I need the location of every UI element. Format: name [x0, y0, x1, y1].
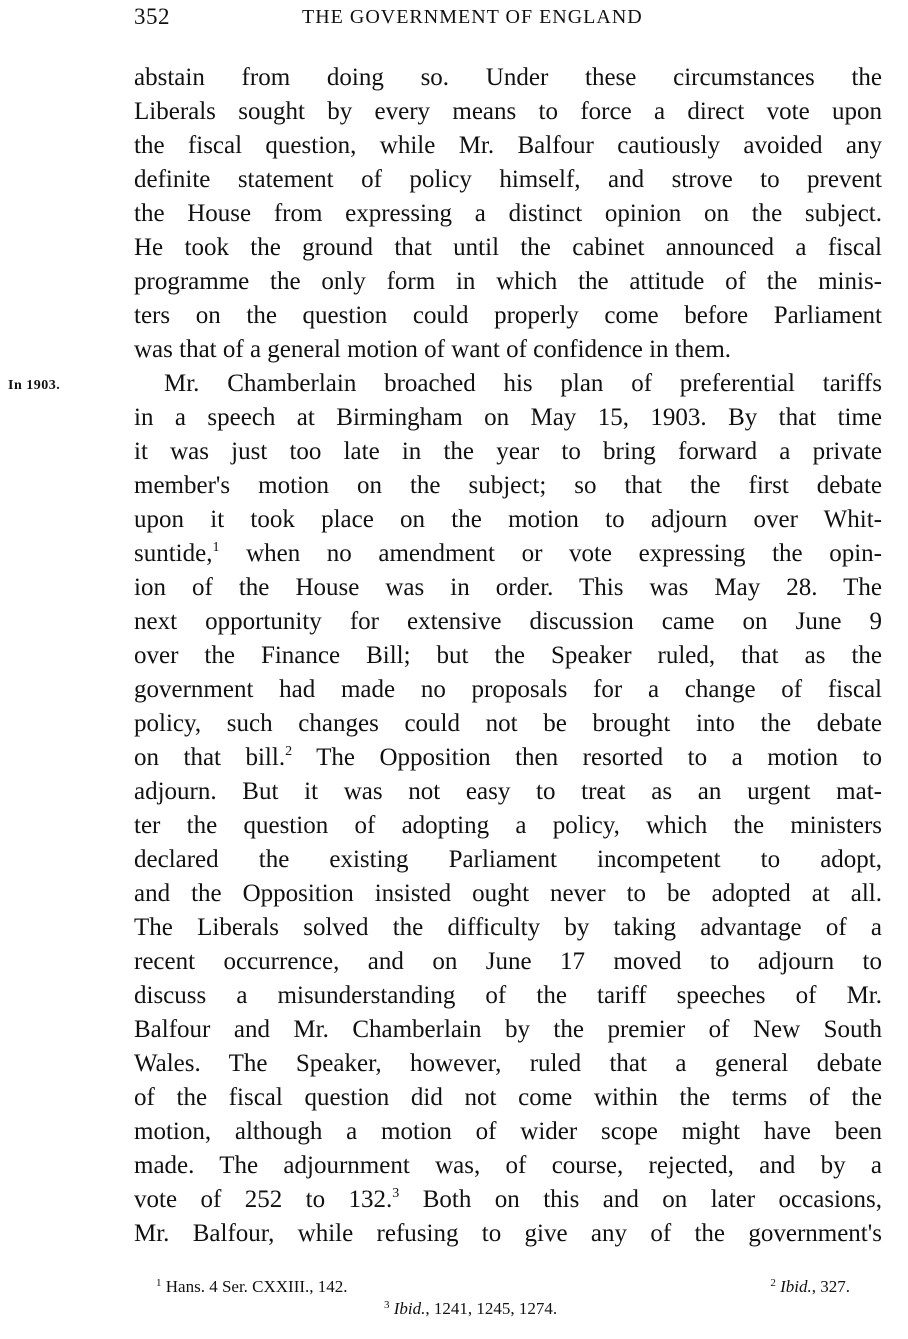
footnote-3-text: , 1241, 1245, 1274.	[425, 1299, 558, 1318]
text-line: recent occurrence, and on June 17 moved to adjourn to	[134, 948, 882, 975]
text-line: the fiscal question, while Mr. Balfour cautiously avoided any	[134, 132, 882, 159]
text-line: member's motion on the subject; so that the first debate	[134, 472, 882, 499]
text-line: Mr. Balfour, while refusing to give any of the government's	[134, 1220, 882, 1247]
text-run: suntide,	[134, 540, 213, 567]
text-run: vote of 252 to 132.	[134, 1186, 393, 1213]
text-line: upon it took place on the motion to adjourn over Whit-	[134, 506, 882, 533]
text-line: Balfour and Mr. Chamberlain by the premier of New South	[134, 1016, 882, 1043]
text-line: of the fiscal question did not come within the terms of the	[134, 1084, 882, 1111]
text-line: abstain from doing so. Under these circumstances the	[134, 64, 882, 91]
text-line	[134, 741, 882, 775]
text-line: ter the question of adopting a policy, which the ministers	[134, 812, 882, 839]
footnote-1-text: Hans. 4 Ser. CXXIII., 142.	[165, 1277, 348, 1296]
text-line: He took the ground that until the cabinet announced a fiscal	[134, 234, 882, 261]
footnote-2	[770, 1276, 850, 1298]
text-line: adjourn. But it was not easy to treat as an urgent mat-	[134, 778, 882, 805]
text-run: The Opposition then resorted to a motion to	[316, 744, 882, 771]
footnote-2-text: , 327.	[811, 1277, 850, 1296]
text-line: Mr. Chamberlain broached his plan of preferential tariffs	[164, 370, 882, 397]
text-run: when no amendment or vote expressing the opin-	[246, 540, 883, 567]
running-title: THE GOVERNMENT OF ENGLAND	[302, 6, 643, 28]
margin-note: In 1903.	[8, 378, 61, 393]
text-line: motion, although a motion of wider scope might have been	[134, 1118, 882, 1145]
footnote-2-ref: Ibid.	[780, 1277, 812, 1296]
text-line: in a speech at Birmingham on May 15, 1903. By that time	[134, 404, 882, 431]
text-line	[134, 1183, 882, 1217]
text-line: ion of the House was in order. This was May 28. The	[134, 574, 882, 601]
footnote-2-mark: 2	[770, 1277, 776, 1289]
text-line: discuss a misunderstanding of the tariff speeches of Mr.	[134, 982, 882, 1009]
text-run: on that bill.	[134, 744, 286, 771]
footnotes	[134, 1276, 882, 1320]
text-line: The Liberals solved the difficulty by taking advantage of a	[134, 914, 882, 941]
text-line: made. The adjournment was, of course, rejected, and by a	[134, 1152, 882, 1179]
text-line: next opportunity for extensive discussion came on June 9	[134, 608, 882, 635]
text-run: Both on this and on later occasions,	[422, 1186, 882, 1213]
text-line: ters on the question could properly come before Parliament	[134, 302, 882, 329]
footnote-mark: 2	[285, 744, 293, 759]
text-line: over the Finance Bill; but the Speaker ruled, that as the	[134, 642, 882, 669]
footnote-1-mark: 1	[156, 1277, 162, 1289]
footnote-1	[156, 1276, 348, 1298]
body-text	[134, 61, 882, 1251]
footnote-3-mark: 3	[384, 1299, 390, 1311]
footnote-3	[384, 1298, 557, 1320]
footnote-3-ref: Ibid.	[393, 1299, 426, 1318]
text-line: Wales. The Speaker, however, ruled that a general debate	[134, 1050, 882, 1077]
text-line: programme the only form in which the attitude of the minis-	[134, 268, 882, 295]
text-line: government had made no proposals for a change of fiscal	[134, 676, 882, 703]
text-line: declared the existing Parliament incompetent to adopt,	[134, 846, 882, 873]
page-number: 352	[134, 4, 170, 29]
footnote-row	[134, 1298, 882, 1320]
text-line: definite statement of policy himself, and strove to prevent	[134, 166, 882, 193]
text-line: the House from expressing a distinct opinion on the subject.	[134, 200, 882, 227]
footnote-row	[134, 1276, 882, 1298]
text-line: policy, such changes could not be brought into the debate	[134, 710, 882, 737]
text-line: it was just too late in the year to bring forward a private	[134, 438, 882, 465]
footnote-mark: 3	[392, 1186, 400, 1201]
text-line: Liberals sought by every means to force a direct vote upon	[134, 98, 882, 125]
text-line: and the Opposition insisted ought never to be adopted at all.	[134, 880, 882, 907]
text-line	[134, 537, 882, 571]
footnote-mark: 1	[212, 540, 220, 555]
text-line: was that of a general motion of want of confidence in them.	[134, 336, 732, 363]
